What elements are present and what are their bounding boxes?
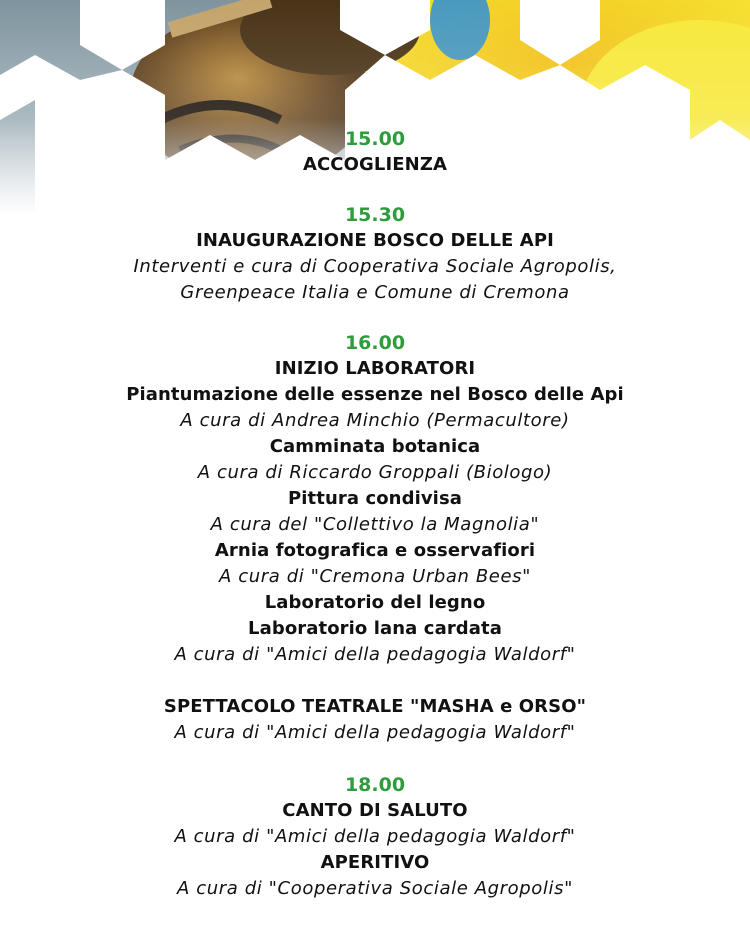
section-title-spettacolo: SPETTACOLO TEATRALE "MASHA e ORSO" bbox=[163, 696, 587, 717]
section-title-canto: CANTO DI SALUTO bbox=[282, 800, 468, 821]
time-18-00: 18.00 bbox=[344, 774, 406, 796]
activity-credit: A cura di Andrea Minchio (Permacultore) bbox=[180, 410, 570, 431]
activity-title: Laboratorio lana cardata bbox=[248, 618, 502, 639]
activity-title: Laboratorio del legno bbox=[264, 592, 486, 613]
section-title-accoglienza: ACCOGLIENZA bbox=[302, 154, 448, 175]
activity-title: Piantumazione delle essenze nel Bosco delle Api bbox=[126, 384, 624, 405]
event-program bbox=[0, 126, 750, 902]
time-16-00: 16.00 bbox=[344, 332, 406, 354]
time-15-00: 15.00 bbox=[344, 128, 406, 150]
activity-title: Arnia fotografica e osservafiori bbox=[214, 540, 536, 561]
credit-line: Greenpeace Italia e Comune di Cremona bbox=[180, 282, 570, 303]
activity-credit: A cura di "Amici della pedagogia Waldorf" bbox=[174, 722, 576, 743]
activity-credit: A cura di "Amici della pedagogia Waldorf" bbox=[174, 644, 576, 665]
section-title-laboratori: INIZIO LABORATORI bbox=[274, 358, 476, 379]
time-15-30: 15.30 bbox=[344, 204, 406, 226]
activity-credit: A cura di "Cooperativa Sociale Agropolis" bbox=[177, 878, 573, 899]
activity-credit: A cura di "Amici della pedagogia Waldorf" bbox=[174, 826, 576, 847]
activity-credit: A cura di "Cremona Urban Bees" bbox=[219, 566, 531, 587]
credit-line: Interventi e cura di Cooperativa Sociale Agropolis, bbox=[133, 256, 617, 277]
section-title-inaugurazione: INAUGURAZIONE BOSCO DELLE API bbox=[196, 230, 554, 251]
activity-title: Camminata botanica bbox=[269, 436, 481, 457]
activity-credit: A cura del "Collettivo la Magnolia" bbox=[210, 514, 540, 535]
activity-title: Pittura condivisa bbox=[287, 488, 463, 509]
section-title-aperitivo: APERITIVO bbox=[320, 852, 430, 873]
activity-credit: A cura di Riccardo Groppali (Biologo) bbox=[197, 462, 553, 483]
